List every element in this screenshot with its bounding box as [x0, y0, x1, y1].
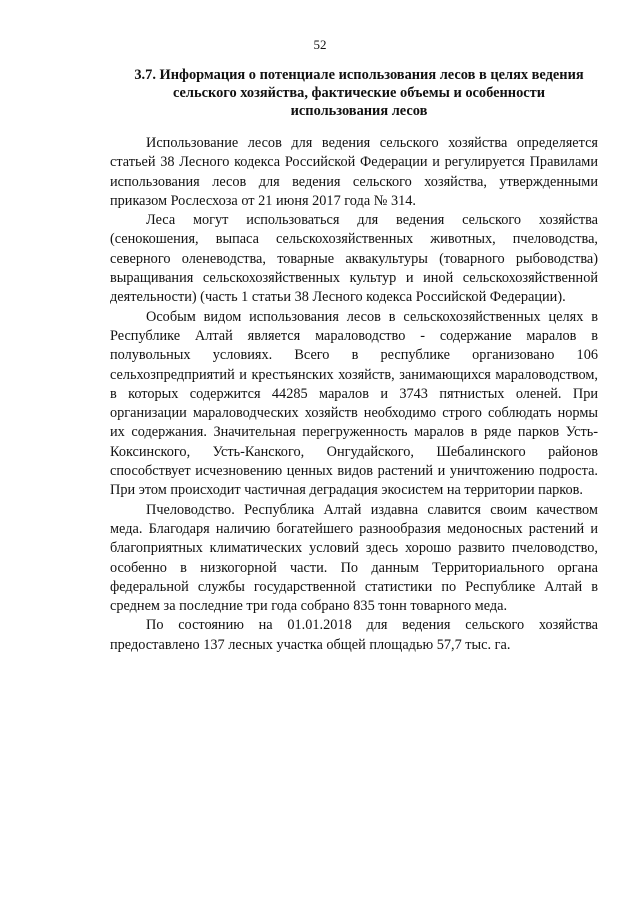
- body-text: [110, 134, 598, 655]
- paragraph-legal-basis: Использование лесов для ведения сельского хозяйства определяется статьей 38 Лесного кодекса Российской Федерации и регулируется Правилами использования лесов для ведения сельского хозяйства, утвержденными приказом Рослесхоза от 21 июня 2017 года № 314.: [110, 135, 598, 209]
- page-number: 52: [313, 37, 327, 52]
- section-heading-line-3: использования лесов: [290, 103, 428, 119]
- section-heading-line-1: 3.7. Информация о потенциале использования лесов в целях ведения: [134, 67, 584, 83]
- paragraph-deer-farming: Особым видом использования лесов в сельскохозяйственных целях в Республике Алтай является мараловодство - содержание маралов в полувольных условиях. Всего в республике организовано 106 сельхозпредприятий и крестьянских хозяйств, занимающихся мараловодством, в которых содержится 44285 маралов и 3743 пятнистых оленей. При организации мараловодческих хозяйств необходимо строго соблюдать нормы их содержания. Значительная перегруженность маралов в ряде парков Усть-Коксинского, Усть-Канского, Онгудайского, Шебалинского районов способствует исчезновению ценных видов растений и уничтожению подроста. При этом происходит частичная деградация экосистем на территории парков.: [110, 308, 598, 499]
- paragraph-beekeeping: Пчеловодство. Республика Алтай издавна славится своим качеством меда. Благодаря наличию богатейшего разнообразия медоносных растений и благоприятных климатических условий здесь хорошо развито пчеловодство, особенно в низкогорной части. По данным Территориального органа федеральной службы государственной статистики по Республике Алтай в среднем за последние три года собрано 835 тонн товарного меда.: [110, 501, 598, 615]
- section-heading: [110, 66, 608, 120]
- paragraph-forest-uses: Леса могут использоваться для ведения сельского хозяйства (сенокошения, выпаса сельскохозяйственных животных, пчеловодства, северного оленеводства, товарные аквакультуры (товарного рыбоводства) выращивания сельскохозяйственных культур и иной сельскохозяйственной деятельности) (часть 1 статьи 38 Лесного кодекса Российской Федерации).: [110, 212, 598, 306]
- section-heading-line-2: сельского хозяйства, фактические объемы и особенности: [172, 85, 546, 101]
- paragraph-forest-plots: По состоянию на 01.01.2018 для ведения сельского хозяйства предоставлено 137 лесных участка общей площадью 57,7 тыс. га.: [110, 617, 598, 653]
